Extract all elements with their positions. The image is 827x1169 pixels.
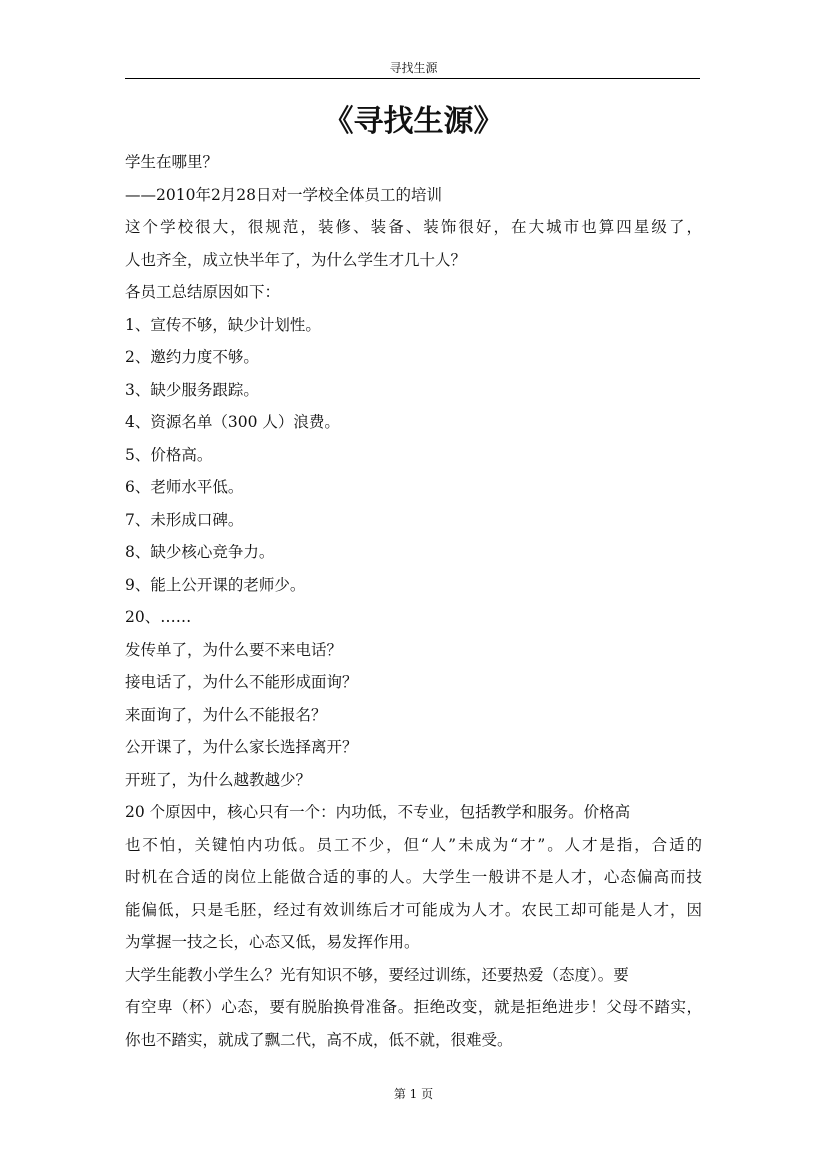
paragraph-line: 你也不踏实，就成了飘二代，高不成，低不就，很难受。: [125, 1030, 513, 1049]
paragraph-line: 为掌握一技之长，心态又低，易发挥作用。: [125, 933, 420, 951]
list-item: 6、老师水平低。: [125, 478, 244, 496]
paragraph-line: 能偏低，只是毛胚，经过有效训练后才可能成为人才。农民工却可能是人才，因: [125, 900, 702, 919]
paragraph-line: 也不怕，关键怕内功低。员工不少，但“人”未成为“才”。人才是指，合适的: [125, 835, 702, 854]
paragraph-line: 学生在哪里？: [125, 153, 219, 171]
paragraph-line: ——2010年2月28日对一学校全体员工的培训: [125, 185, 443, 204]
list-item: 5、价格高。: [125, 445, 213, 464]
paragraph-line: 各员工总结原因如下：: [125, 283, 281, 301]
list-item: 20、……: [125, 608, 192, 626]
header-divider: [125, 78, 700, 79]
document-body: [125, 146, 702, 1056]
list-item: 7、未形成口碑。: [125, 510, 244, 529]
list-item: 1、宣传不够，缺少计划性。: [125, 315, 321, 334]
page-header: 寻找生源: [389, 61, 438, 75]
page-number: 第 1 页: [393, 1087, 434, 1101]
paragraph-line: 接电话了，为什么不能形成面询？: [125, 673, 358, 691]
paragraph-line: 人也齐全，成立快半年了，为什么学生才几十人？: [125, 250, 467, 269]
paragraph-line: 时机在合适的岗位上能做合适的事的人。大学生一般讲不是人才，心态偏高而技: [125, 868, 702, 886]
paragraph-line: 这个学校很大，很规范，装修、装备、装饰很好，在大城市也算四星级了，: [125, 218, 702, 236]
list-item: 9、能上公开课的老师少。: [125, 575, 306, 594]
paragraph-line: 来面询了，为什么不能报名？: [125, 705, 327, 724]
paragraph-line: 发传单了，为什么要不来电话？: [125, 640, 343, 659]
list-item: 8、缺少核心竞争力。: [125, 543, 275, 561]
paragraph-line: 开班了，为什么越教越少？: [125, 770, 312, 789]
paragraph-line: 有空卑（杯）心态，要有脱胎换骨准备。拒绝改变，就是拒绝进步！父母不踏实，: [125, 998, 702, 1016]
paragraph-line: 20 个原因中，核心只有一个：内功低，不专业，包括教学和服务。价格高: [125, 803, 631, 821]
list-item: 2、邀约力度不够。: [125, 348, 259, 366]
list-item: 3、缺少服务跟踪。: [125, 380, 259, 399]
document-title: 《寻找生源》: [323, 104, 504, 139]
list-item: 4、资源名单（300 人）浪费。: [125, 413, 340, 431]
paragraph-line: 公开课了，为什么家长选择离开？: [125, 738, 358, 756]
paragraph-line: 大学生能教小学生么？光有知识不够，要经过训练，还要热爱（态度）。要: [125, 965, 629, 984]
